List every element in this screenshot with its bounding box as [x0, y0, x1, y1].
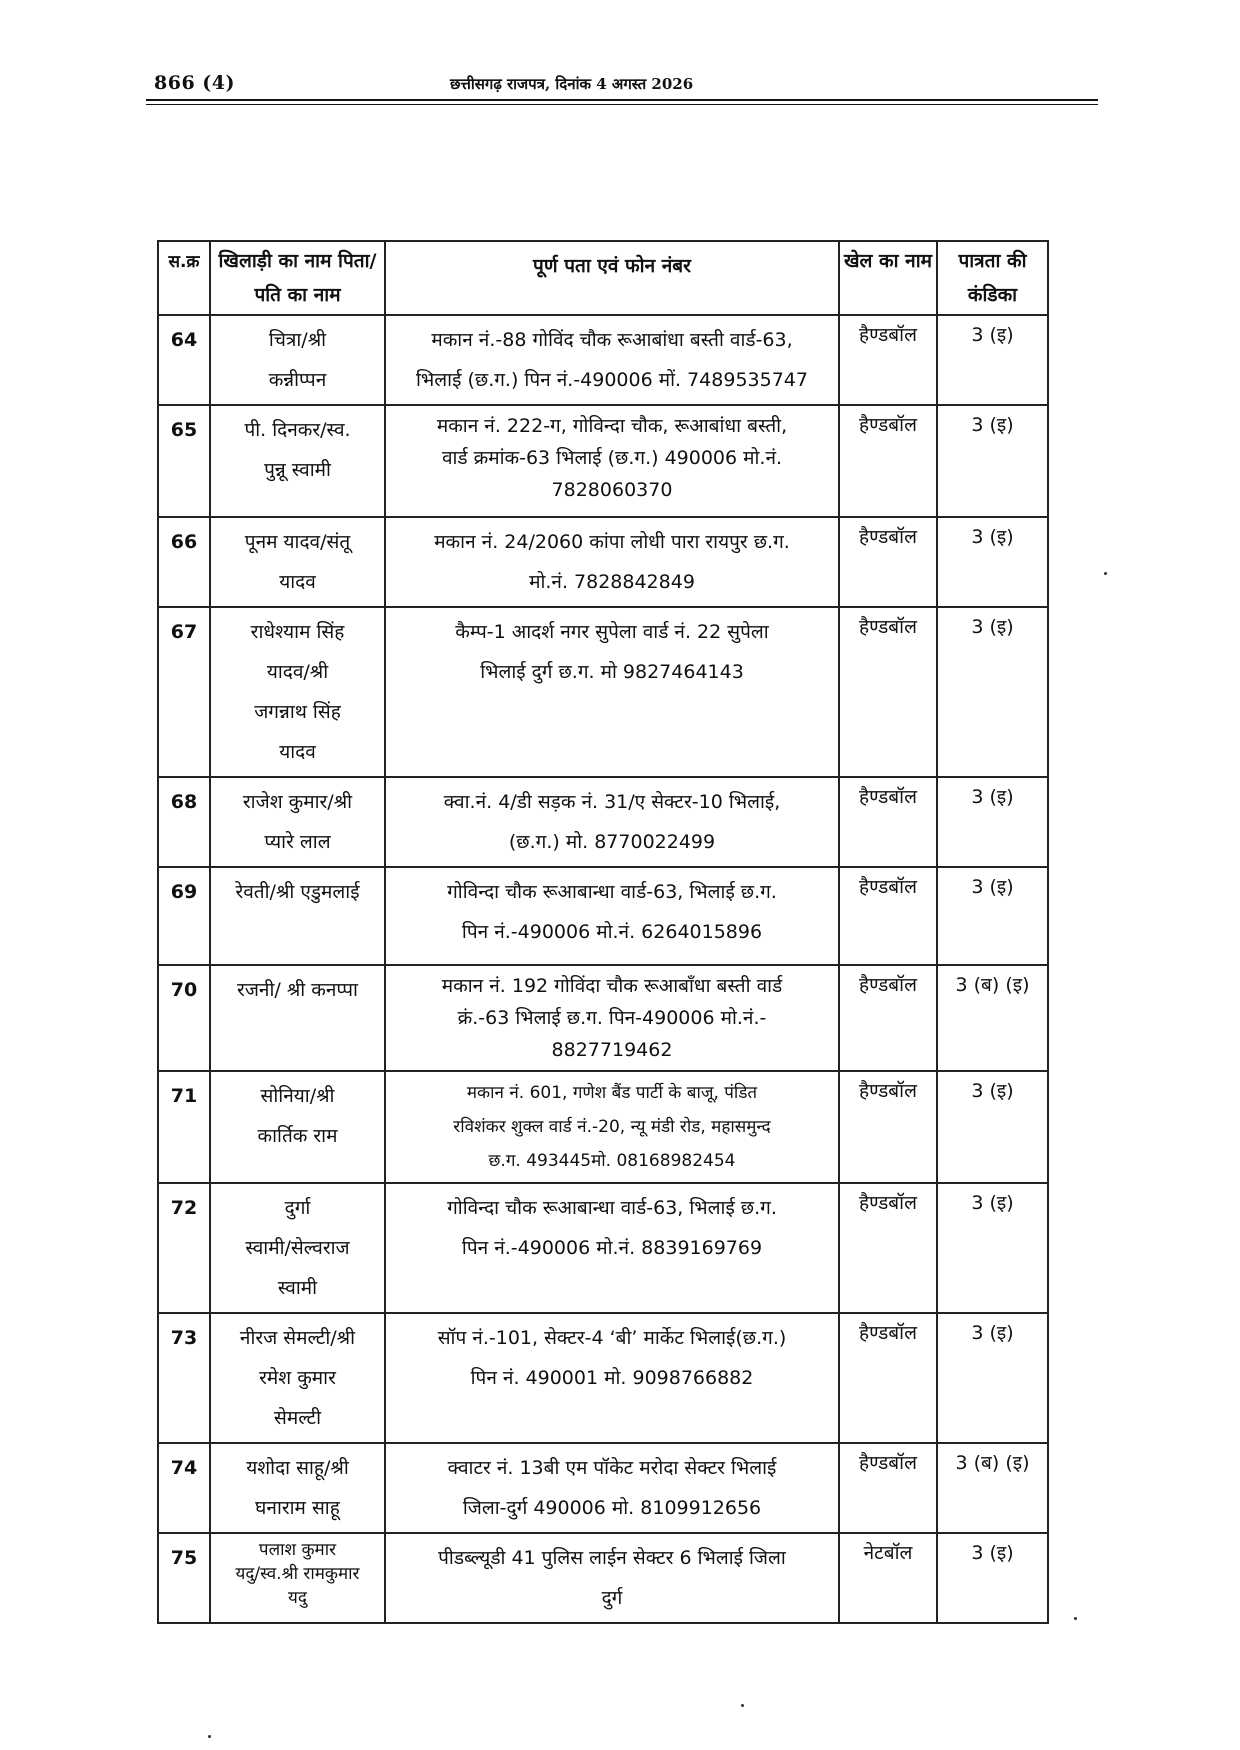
col-header-address: पूर्ण पता एवं फोन नंबर — [385, 241, 839, 315]
cell-sno: 67 — [158, 607, 210, 777]
cell-sport: हैण्डबॉल — [839, 1313, 937, 1443]
cell-address: पीडब्ल्यूडी 41 पुलिस लाईन सेक्टर 6 भिलाई जिला दुर्ग — [385, 1533, 839, 1623]
header-rule-thin — [146, 104, 1098, 105]
cell-clause: 3 (इ) — [937, 517, 1048, 607]
table-row — [158, 607, 1048, 777]
cell-clause: 3 (इ) — [937, 1313, 1048, 1443]
cell-player-name: सोनिया/श्री कार्तिक राम — [210, 1071, 385, 1183]
gazette-title: छत्तीसगढ़ राजपत्र, दिनांक 4 अगस्त 2026 — [450, 75, 694, 93]
cell-sno: 64 — [158, 315, 210, 405]
cell-clause: 3 (ब) (इ) — [937, 965, 1048, 1071]
cell-clause: 3 (इ) — [937, 1071, 1048, 1183]
cell-sport: हैण्डबॉल — [839, 405, 937, 517]
cell-address: सॉप नं.-101, सेक्टर-4 ‘बी’ मार्केट भिलाई(छ.ग.) पिन नं. 490001 मो. 9098766882 — [385, 1313, 839, 1443]
table-row — [158, 1443, 1048, 1533]
cell-sport: हैण्डबॉल — [839, 965, 937, 1071]
cell-address: मकान नं. 192 गोविंदा चौक रूआबाँधा बस्ती वार्ड क्रं.-63 भिलाई छ.ग. पिन-490006 मो.नं.- 8827719462 — [385, 965, 839, 1071]
cell-player-name: दुर्गा स्वामी/सेल्वराज स्वामी — [210, 1183, 385, 1313]
scan-speck — [208, 1735, 211, 1738]
page-number: 866 (4) — [154, 72, 235, 94]
cell-player-name: पूनम यादव/संतू यादव — [210, 517, 385, 607]
cell-sno: 72 — [158, 1183, 210, 1313]
col-header-name: खिलाड़ी का नाम पिता/पति का नाम — [210, 241, 385, 315]
cell-sno: 74 — [158, 1443, 210, 1533]
table-row — [158, 405, 1048, 517]
cell-sno: 65 — [158, 405, 210, 517]
scan-speck — [741, 1704, 744, 1707]
cell-address: कैम्प-1 आदर्श नगर सुपेला वार्ड नं. 22 सुपेला भिलाई दुर्ग छ.ग. मो 9827464143 — [385, 607, 839, 777]
cell-sno: 70 — [158, 965, 210, 1071]
table-row — [158, 517, 1048, 607]
table-row — [158, 867, 1048, 965]
cell-address: मकान नं. 24/2060 कांपा लोधी पारा रायपुर छ.ग. मो.नं. 7828842849 — [385, 517, 839, 607]
cell-clause: 3 (ब) (इ) — [937, 1443, 1048, 1533]
cell-clause: 3 (इ) — [937, 405, 1048, 517]
cell-sno: 75 — [158, 1533, 210, 1623]
cell-sport: हैण्डबॉल — [839, 1071, 937, 1183]
cell-sport: हैण्डबॉल — [839, 517, 937, 607]
cell-player-name: यशोदा साहू/श्री घनाराम साहू — [210, 1443, 385, 1533]
cell-clause: 3 (इ) — [937, 315, 1048, 405]
table-row — [158, 1183, 1048, 1313]
cell-address: मकान नं. 601, गणेश बैंड पार्टी के बाजू, पंडित रविशंकर शुक्ल वार्ड नं.-20, न्यू मंडी रोड, महासमुन्द छ.ग. 493445मो. 08168982454 — [385, 1071, 839, 1183]
table-row — [158, 315, 1048, 405]
cell-player-name: राधेश्याम सिंह यादव/श्री जगन्नाथ सिंह यादव — [210, 607, 385, 777]
scan-speck — [1074, 1617, 1077, 1620]
cell-sport: हैण्डबॉल — [839, 1183, 937, 1313]
players-table — [157, 240, 1049, 1624]
cell-sport: हैण्डबॉल — [839, 867, 937, 965]
cell-sno: 71 — [158, 1071, 210, 1183]
cell-clause: 3 (इ) — [937, 777, 1048, 867]
cell-sport: हैण्डबॉल — [839, 777, 937, 867]
col-header-clause: पात्रता की कंडिका — [937, 241, 1048, 315]
cell-clause: 3 (इ) — [937, 607, 1048, 777]
cell-player-name: पलाश कुमार यदु/स्व.श्री रामकुमार यदु — [210, 1533, 385, 1623]
cell-address: मकान नं.-88 गोविंद चौक रूआबांधा बस्ती वार्ड-63, भिलाई (छ.ग.) पिन नं.-490006 मों. 7489535747 — [385, 315, 839, 405]
table-row — [158, 1533, 1048, 1623]
col-header-sno: स.क्र — [158, 241, 210, 315]
cell-sno: 68 — [158, 777, 210, 867]
cell-clause: 3 (इ) — [937, 867, 1048, 965]
cell-player-name: चित्रा/श्री कन्नीप्पन — [210, 315, 385, 405]
cell-player-name: नीरज सेमल्टी/श्री रमेश कुमार सेमल्टी — [210, 1313, 385, 1443]
header-rule-thick — [146, 99, 1098, 101]
cell-sno: 66 — [158, 517, 210, 607]
cell-sport: हैण्डबॉल — [839, 315, 937, 405]
cell-address: क्वाटर नं. 13बी एम पॉकेट मरोदा सेक्टर भिलाई जिला-दुर्ग 490006 मो. 8109912656 — [385, 1443, 839, 1533]
cell-player-name: रजनी/ श्री कनप्पा — [210, 965, 385, 1071]
table-row — [158, 1313, 1048, 1443]
cell-sport: हैण्डबॉल — [839, 1443, 937, 1533]
table-row — [158, 777, 1048, 867]
table-header-row — [158, 241, 1048, 315]
cell-clause: 3 (इ) — [937, 1183, 1048, 1313]
scan-speck — [1104, 572, 1107, 575]
cell-address: क्वा.नं. 4/डी सड़क नं. 31/ए सेक्टर-10 भिलाई, (छ.ग.) मो. 8770022499 — [385, 777, 839, 867]
cell-sport: नेटबॉल — [839, 1533, 937, 1623]
cell-address: गोविन्दा चौक रूआबान्धा वार्ड-63, भिलाई छ.ग. पिन नं.-490006 मो.नं. 8839169769 — [385, 1183, 839, 1313]
cell-address: गोविन्दा चौक रूआबान्धा वार्ड-63, भिलाई छ.ग. पिन नं.-490006 मो.नं. 6264015896 — [385, 867, 839, 965]
cell-sport: हैण्डबॉल — [839, 607, 937, 777]
cell-player-name: पी. दिनकर/स्व. पुन्नू स्वामी — [210, 405, 385, 517]
cell-address: मकान नं. 222-ग, गोविन्दा चौक, रूआबांधा बस्ती, वार्ड क्रमांक-63 भिलाई (छ.ग.) 490006 मो.नं. 7828060370 — [385, 405, 839, 517]
table-row — [158, 965, 1048, 1071]
table-row — [158, 1071, 1048, 1183]
col-header-sport: खेल का नाम — [839, 241, 937, 315]
cell-player-name: राजेश कुमार/श्री प्यारे लाल — [210, 777, 385, 867]
cell-player-name: रेवती/श्री एडुमलाई — [210, 867, 385, 965]
cell-sno: 73 — [158, 1313, 210, 1443]
cell-sno: 69 — [158, 867, 210, 965]
cell-clause: 3 (इ) — [937, 1533, 1048, 1623]
